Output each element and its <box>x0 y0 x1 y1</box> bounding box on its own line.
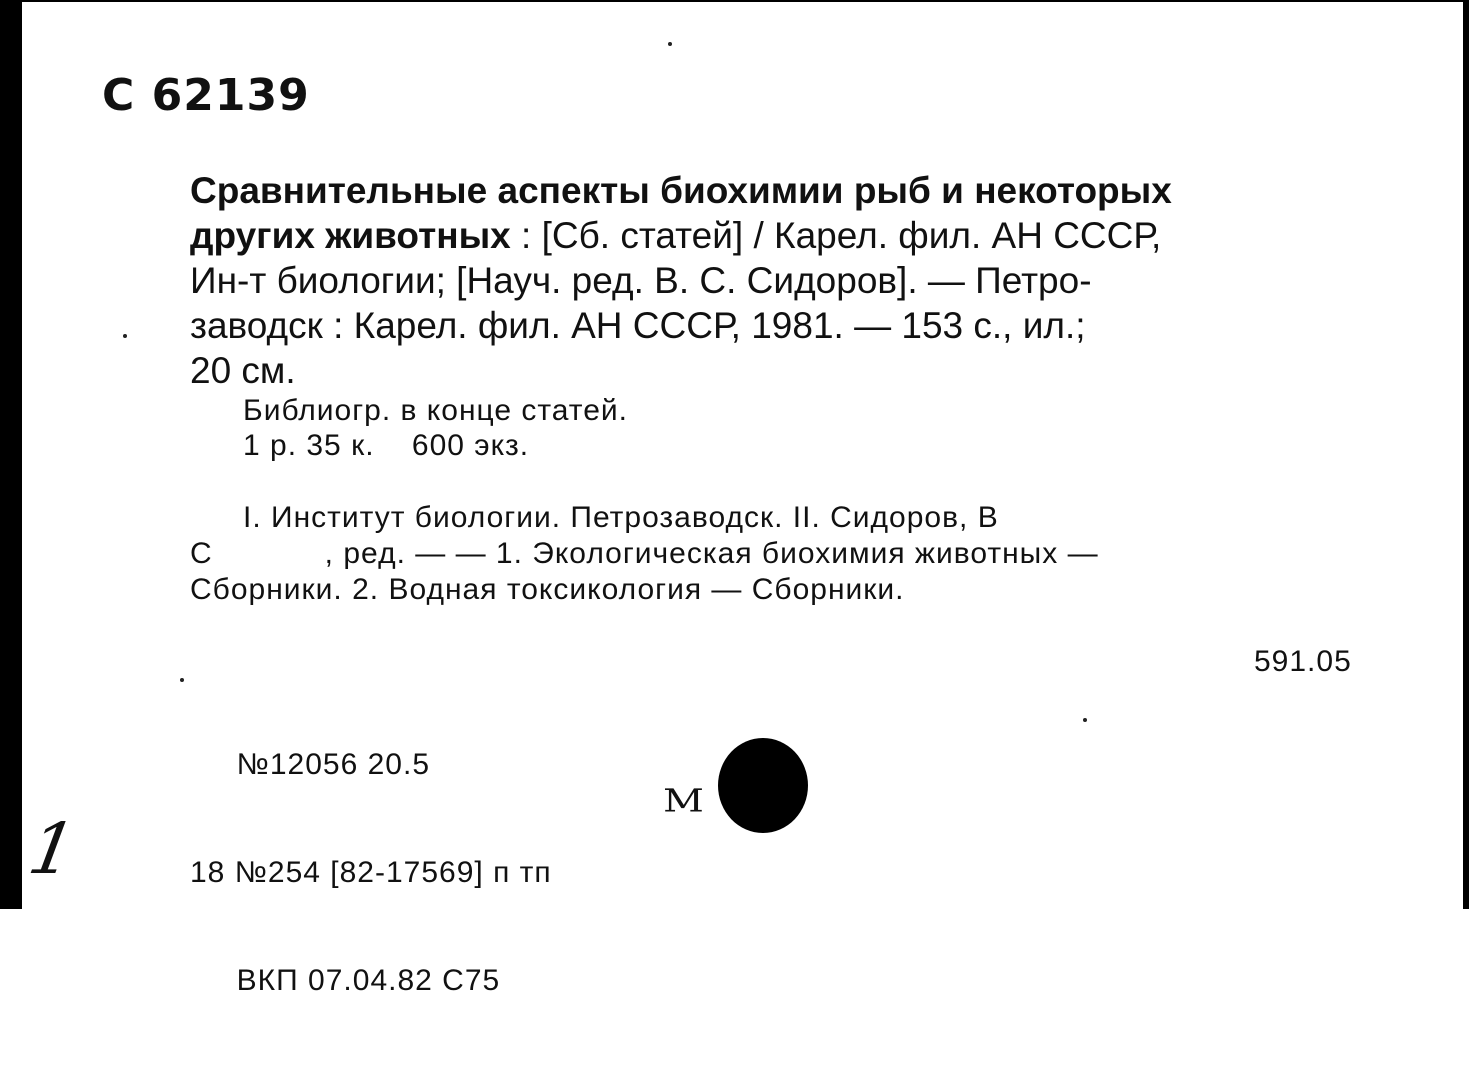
stock-line-3: ВКП 07.04.82 С75 <box>190 964 501 997</box>
tracing-line-3: Сборники. 2. Водная токсикология — Сборники. <box>190 573 905 606</box>
tracing-line-1: I. Институт биологии. Петрозаводск. II. Сидоров, В <box>243 501 999 534</box>
entry-line-4-text: заводск : Карел. фил. АН СССР, 1981. — 153 с., ил.; <box>190 305 1086 346</box>
call-number: С 62139 <box>102 70 310 121</box>
tracing-line-2: С , ред. — — 1. Экологическая биохимия животных — <box>190 537 1099 570</box>
speck <box>668 42 672 46</box>
title-part-1: Сравнительные аспекты биохимии рыб и некоторых <box>190 170 1172 211</box>
handwritten-m: М <box>663 782 704 820</box>
stock-line-1: №12056 20.5 <box>190 748 431 781</box>
classification-number: 591.05 <box>1254 645 1352 678</box>
entry-line-3 <box>190 258 1358 303</box>
entry-line-2 <box>190 213 1358 258</box>
stock-info <box>190 675 552 1071</box>
speck <box>1083 718 1087 722</box>
card-edge-left <box>0 0 22 909</box>
entry-line-4 <box>190 303 1358 348</box>
entry-line-2-rest: : [Сб. статей] / Карел. фил. АН СССР, <box>510 215 1162 256</box>
stock-line-2: 18 №254 [82-17569] п тп <box>190 856 552 889</box>
entry-line-5 <box>190 348 1358 393</box>
punched-hole <box>718 738 808 833</box>
speck <box>123 334 127 338</box>
tracings <box>190 500 1358 608</box>
bibliographic-entry <box>190 168 1358 393</box>
card-edge-right <box>1463 0 1469 909</box>
price-and-print-run: 1 р. 35 к. 600 экз. <box>243 429 530 462</box>
title-part-2: других животных <box>190 215 511 256</box>
speck <box>180 678 184 682</box>
card-edge-top <box>0 0 1469 2</box>
entry-line-1 <box>190 168 1358 213</box>
handwritten-one: 1 <box>22 808 82 890</box>
entry-line-2-text <box>190 213 1161 258</box>
entry-line-5-text: 20 см. <box>190 350 296 391</box>
bibliography-note: Библиогр. в конце статей. <box>243 394 628 427</box>
entry-line-3-text: Ин-т биологии; [Науч. ред. В. С. Сидоров]. — Петро- <box>190 260 1092 301</box>
